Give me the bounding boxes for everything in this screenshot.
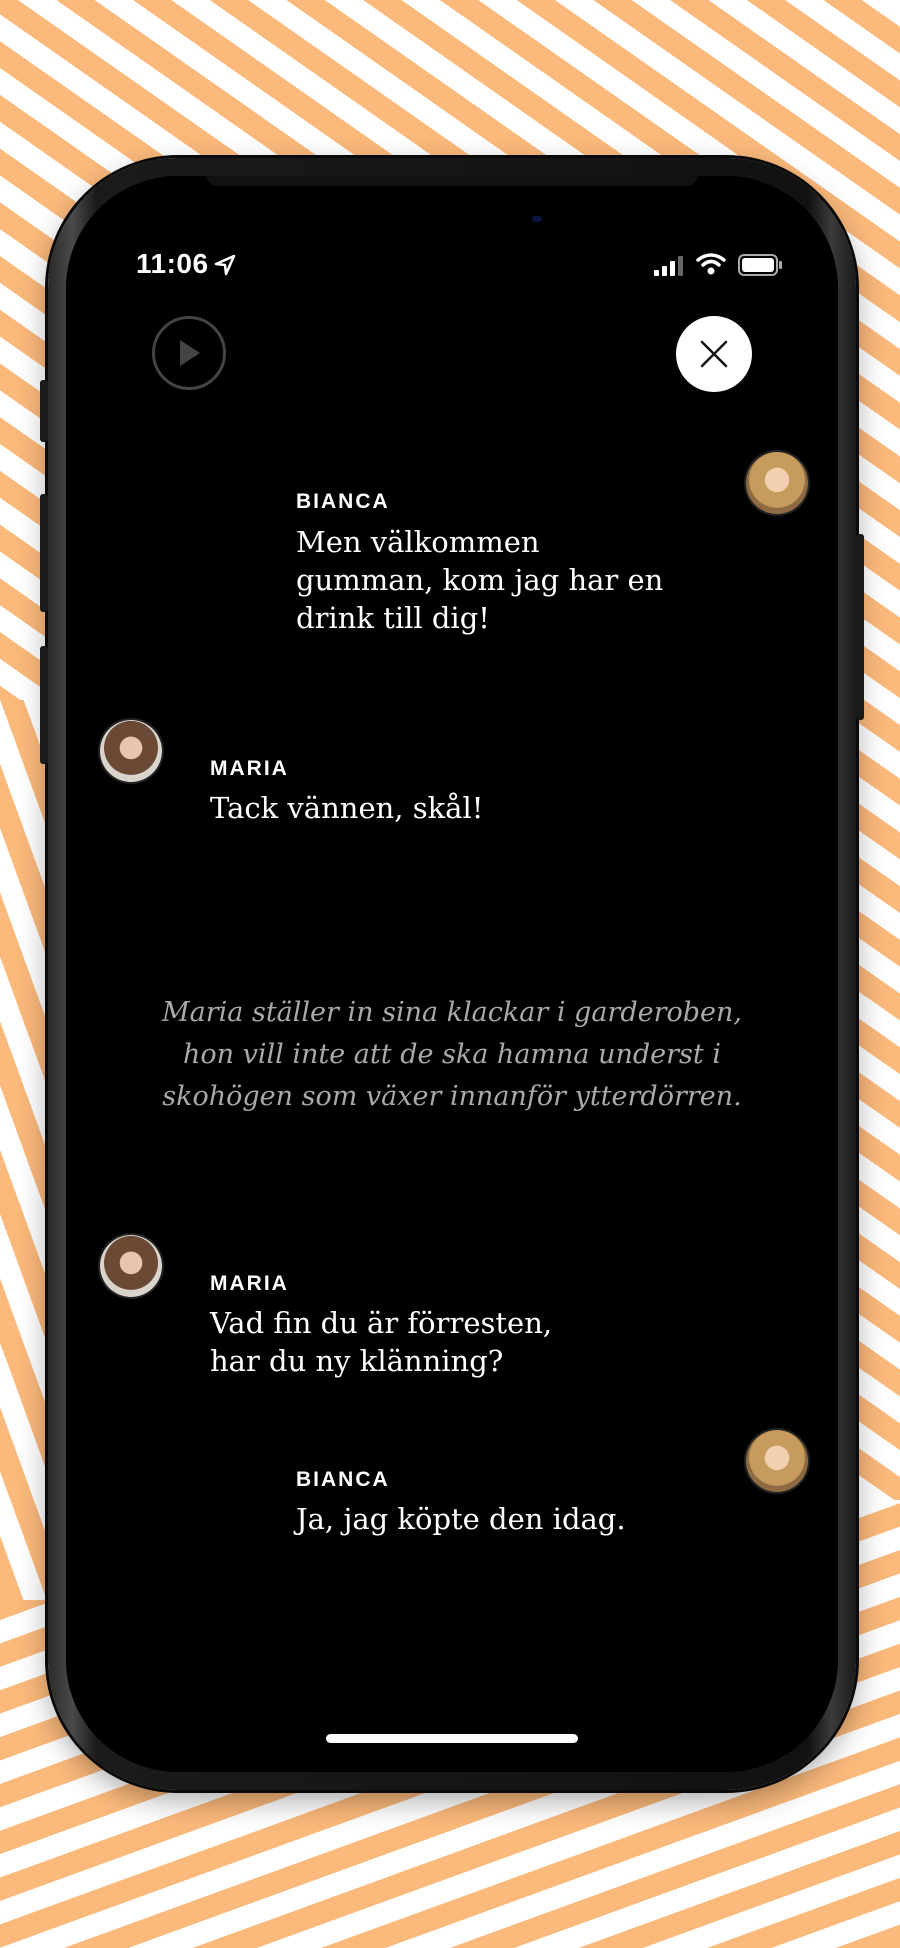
location-arrow-icon bbox=[214, 254, 236, 276]
speaker-name: BIANCA bbox=[296, 1468, 390, 1491]
bianca-avatar bbox=[746, 1430, 808, 1492]
message-line: Men välkommen bbox=[296, 525, 540, 559]
power-button bbox=[856, 534, 864, 720]
speaker-name: BIANCA bbox=[296, 490, 390, 513]
message-line: Ja, jag köpte den idag. bbox=[296, 1502, 626, 1536]
narration-line: skohögen som växer innanför ytterdörren. bbox=[162, 1081, 742, 1112]
mute-switch bbox=[40, 380, 48, 442]
play-icon bbox=[174, 336, 204, 370]
close-button[interactable] bbox=[676, 316, 752, 392]
close-icon bbox=[698, 338, 730, 370]
message-line: drink till dig! bbox=[296, 601, 490, 635]
maria-avatar bbox=[100, 720, 162, 782]
cellular-signal-icon bbox=[654, 256, 684, 276]
bianca-avatar bbox=[746, 452, 808, 514]
narration-line: Maria ställer in sina klackar i garderoben, bbox=[162, 997, 742, 1028]
status-time: 11:06 bbox=[136, 248, 209, 279]
battery-icon bbox=[738, 254, 784, 276]
message-line: Vad fin du är förresten, bbox=[210, 1306, 553, 1340]
phone-screen bbox=[66, 176, 838, 1772]
message-line: har du ny klänning? bbox=[210, 1344, 504, 1378]
front-camera bbox=[532, 216, 542, 222]
wifi-icon bbox=[696, 252, 726, 276]
maria-avatar bbox=[100, 1235, 162, 1297]
message-line: Tack vännen, skål! bbox=[210, 791, 484, 825]
play-button[interactable] bbox=[152, 316, 226, 390]
speaker-name: MARIA bbox=[210, 757, 289, 780]
notch bbox=[206, 176, 698, 186]
narration-line: hon vill inte att de ska hamna underst i bbox=[183, 1039, 721, 1070]
volume-down-button bbox=[40, 646, 48, 764]
volume-up-button bbox=[40, 494, 48, 612]
message-line: gumman, kom jag har en bbox=[296, 563, 664, 597]
speaker-name: MARIA bbox=[210, 1272, 289, 1295]
home-indicator[interactable] bbox=[326, 1734, 578, 1743]
